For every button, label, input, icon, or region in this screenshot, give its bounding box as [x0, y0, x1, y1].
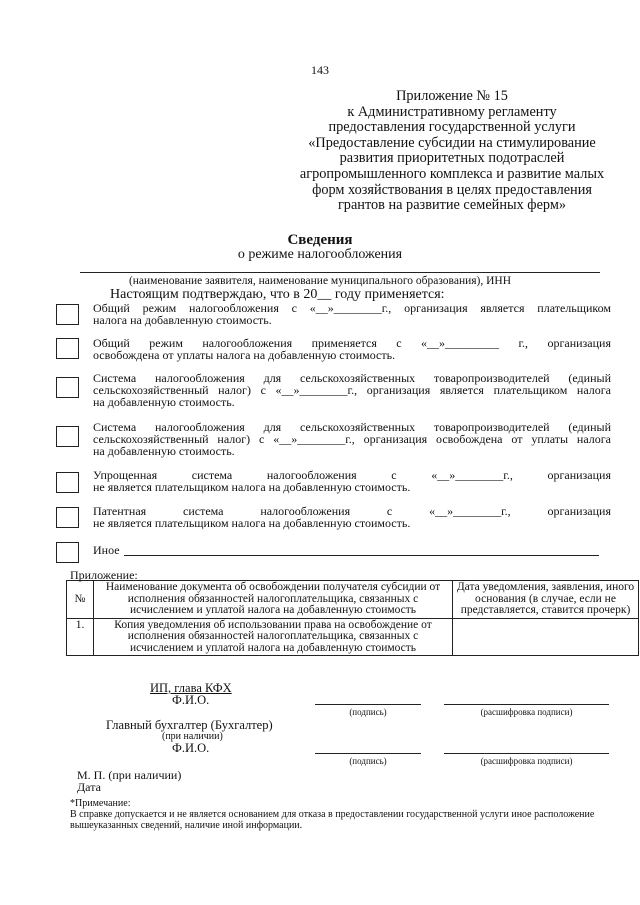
accountant-note: (при наличии) — [162, 731, 223, 742]
table-header-row — [67, 581, 639, 619]
tax-regime-checkbox[interactable] — [56, 507, 79, 528]
appendix-line: форм хозяйствования в целях предоставления — [312, 181, 592, 198]
other-label: Иное — [93, 543, 120, 557]
date-label: Дата — [77, 780, 101, 794]
appendix-block — [268, 89, 636, 214]
other-input-line[interactable] — [124, 555, 599, 556]
header-date: Дата уведомления, заявления, иного основания (в случае, если не представляется, ставится прочерк) — [453, 581, 639, 619]
confirm-text: Настоящим подтверждаю, что в 20__ году применяется: — [110, 287, 445, 302]
document-subtitle: о режиме налогообложения — [237, 247, 403, 262]
appendix-line: «Предоставление субсидии на стимулирование — [308, 134, 596, 151]
tax-regime-option: Система налогообложения для сельскохозяйственных товаропроизводителей (единый сельскохозяйственный налог) с «__»________г., организация является плательщиком налога на добавленную стоимость. — [93, 371, 611, 409]
appendix-line: предоставления государственной услуги — [328, 119, 576, 136]
caption-decode: (расшифровка подписи) — [480, 756, 573, 766]
footnote-text: В справке допускается и не является основанием для отказа в предоставлении государственной услуги иное расположение вышеуказанных сведений, наличие иной информации. — [70, 809, 595, 831]
appendix-line: агропромышленного комплекса и развитие малых — [299, 165, 605, 182]
tax-regime-checkbox[interactable] — [56, 472, 79, 493]
row-doc: Копия уведомления об использовании права на освобождение от исполнения обязанностей налогоплательщика, связанных с исчислением и уплатой налога на добавленную стоимость — [94, 618, 453, 656]
accountant-sign-line[interactable] — [315, 753, 421, 754]
accountant-fio: Ф.И.О. — [172, 741, 210, 755]
attachment-label: Приложение: — [70, 568, 138, 582]
appendix-line: Приложение № 15 — [396, 88, 508, 104]
tax-regime-option: Общий режим налогообложения применяется с «__»_________ г., организация освобождена от уплаты налога на добавленную стоимость. — [93, 336, 611, 362]
header-doc: Наименование документа об освобождении получателя субсидии от исполнения обязанностей налогоплательщика, связанных с исчислением и уплатой налога на добавленную стоимость — [94, 581, 453, 619]
other-checkbox[interactable] — [56, 542, 79, 563]
page-number: 143 — [311, 63, 329, 77]
head-decode-line[interactable] — [444, 704, 609, 705]
caption-sign: (подпись) — [349, 707, 387, 717]
applicant-caption: (наименование заявителя, наименование муниципального образования), ИНН — [128, 275, 512, 287]
appendix-line: развития приоритетных подотраслей — [339, 150, 565, 167]
tax-regime-checkbox[interactable] — [56, 338, 79, 359]
head-role: ИП, глава КФХ — [150, 681, 232, 695]
row-num: 1. — [67, 618, 94, 656]
tax-regime-option: Упрощенная система налогообложения с «__»________г., организация не является плательщиком налога на добавленную стоимость. — [93, 468, 611, 494]
head-sign-line[interactable] — [315, 704, 421, 705]
appendix-line: грантов на развитие семейных ферм» — [337, 197, 567, 214]
tax-regime-option: Патентная система налогообложения с «__»________г., организация не является плательщиком налога на добавленную стоимость. — [93, 504, 611, 530]
accountant-decode-line[interactable] — [444, 753, 609, 754]
caption-sign: (подпись) — [349, 756, 387, 766]
head-fio: Ф.И.О. — [172, 693, 210, 707]
tax-regime-checkbox[interactable] — [56, 426, 79, 447]
appendix-line: к Административному регламенту — [347, 103, 557, 120]
accountant-role: Главный бухгалтер (Бухгалтер) — [106, 718, 273, 732]
applicant-line — [80, 272, 600, 273]
caption-decode: (расшифровка подписи) — [480, 707, 573, 717]
tax-regime-option: Общий режим налогообложения с «__»________г., организация является плательщиком налога на добавленную стоимость. — [93, 301, 611, 327]
tax-regime-option: Система налогообложения для сельскохозяйственных товаропроизводителей (единый сельскохозяйственный налог) с «__»________г., организация освобождена от уплаты налога на добавленную стоимость. — [93, 420, 611, 458]
tax-regime-checkbox[interactable] — [56, 377, 79, 398]
attachment-table — [66, 580, 639, 656]
stamp-label: М. П. (при наличии) — [77, 768, 182, 782]
header-num: № — [67, 581, 94, 619]
tax-regime-checkbox[interactable] — [56, 304, 79, 325]
row-date[interactable] — [453, 618, 639, 656]
table-row — [67, 618, 639, 656]
document-title: Сведения — [287, 232, 353, 248]
footnote-label: *Примечание: — [70, 798, 131, 809]
